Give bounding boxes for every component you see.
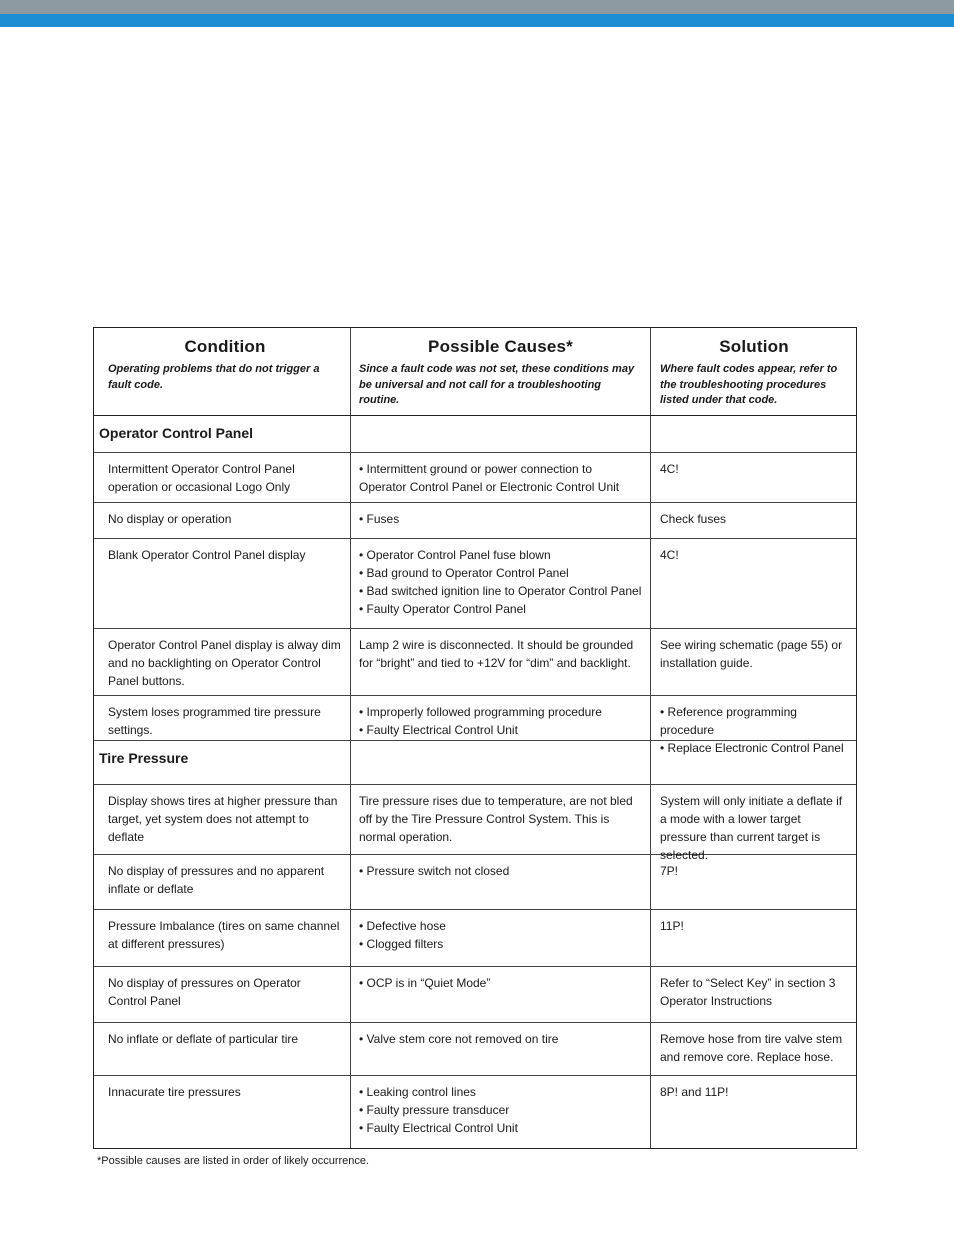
table-row	[94, 502, 856, 538]
cause-item: • Bad ground to Operator Control Panel	[359, 565, 569, 580]
solution-cell	[651, 1023, 856, 1075]
section-title: Tire Pressure	[94, 741, 351, 784]
solution-cell	[651, 539, 856, 628]
cause-item: • OCP is in “Quiet Mode”	[359, 975, 491, 990]
solution-cell	[651, 629, 856, 695]
causes-cell	[351, 910, 651, 966]
solution-item: 4C!	[660, 547, 679, 562]
solution-item: 4C!	[660, 461, 679, 476]
section-empty-cell	[651, 741, 856, 784]
table-row	[94, 909, 856, 966]
solution-item: Check fuses	[660, 511, 727, 526]
solution-cell	[651, 967, 856, 1022]
cause-item: • Valve stem core not removed on tire	[359, 1031, 559, 1046]
section-title: Operator Control Panel	[94, 416, 351, 452]
cause-item: Lamp 2 wire is disconnected. It should be grounded for “bright” and tied to +12V for “dim” and backlight.	[359, 637, 634, 670]
table-row	[94, 854, 856, 909]
causes-cell	[351, 855, 651, 909]
solution-item: Refer to “Select Key” in section 3 Operator Instructions	[660, 975, 836, 1008]
condition-cell: No display or operation	[94, 503, 351, 538]
cause-item: • Bad switched ignition line to Operator Control Panel	[359, 583, 642, 598]
cause-item: • Pressure switch not closed	[359, 863, 510, 878]
section-header-row	[94, 416, 856, 452]
cause-item: • Faulty Electrical Control Unit	[359, 722, 518, 737]
causes-cell	[351, 1076, 651, 1148]
condition-cell: Operator Control Panel display is alway dim and no backlighting on Operator Control Panel buttons.	[94, 629, 351, 695]
causes-cell	[351, 503, 651, 538]
table-row	[94, 1075, 856, 1148]
table-row	[94, 695, 856, 755]
solution-cell	[651, 503, 856, 538]
solution-cell	[651, 855, 856, 909]
condition-cell: No display of pressures on Operator Control Panel	[94, 967, 351, 1022]
causes-cell	[351, 1023, 651, 1075]
cause-item: • Faulty pressure transducer	[359, 1102, 510, 1117]
header-condition	[94, 328, 351, 415]
table-row	[94, 628, 856, 695]
cause-item: • Operator Control Panel fuse blown	[359, 547, 551, 562]
condition-cell: Intermittent Operator Control Panel operation or occasional Logo Only	[94, 453, 351, 502]
header-possible-causes	[351, 328, 651, 415]
cause-item: Tire pressure rises due to temperature, are not bled off by the Tire Pressure Control System. This is normal operation.	[359, 793, 633, 844]
solution-item: • Replace Electronic Control Panel	[660, 740, 844, 755]
cause-item: • Defective hose	[359, 918, 446, 933]
condition-cell: Blank Operator Control Panel display	[94, 539, 351, 628]
top-blue-bar	[0, 14, 954, 27]
table-row	[94, 784, 856, 862]
condition-cell: No display of pressures and no apparent inflate or deflate	[94, 855, 351, 909]
top-gray-bar	[0, 0, 954, 14]
cause-item: • Faulty Electrical Control Unit	[359, 1120, 518, 1135]
solution-cell	[651, 453, 856, 502]
header-subtitle: Since a fault code was not set, these conditions may be universal and not call for a troubleshooting routine.	[359, 363, 635, 406]
solution-item: 7P!	[660, 863, 679, 878]
condition-cell: No inflate or deflate of particular tire	[94, 1023, 351, 1075]
header-title: Condition	[184, 337, 266, 356]
solution-cell	[651, 696, 856, 755]
solution-item: 11P!	[660, 918, 684, 933]
condition-cell: System loses programmed tire pressure settings.	[94, 696, 351, 740]
table-row	[94, 452, 856, 502]
header-subtitle: Where fault codes appear, refer to the troubleshooting procedures listed under that code.	[660, 363, 838, 406]
section-header-row	[94, 740, 856, 784]
causes-cell	[351, 629, 651, 695]
cause-item: • Clogged filters	[359, 936, 444, 951]
header-title: Possible Causes*	[428, 337, 573, 356]
solution-item: See wiring schematic (page 55) or installation guide.	[660, 637, 843, 670]
solution-item: • Reference programming procedure	[660, 704, 797, 737]
cause-item: • Leaking control lines	[359, 1084, 476, 1099]
solution-item: 8P! and 11P!	[660, 1084, 729, 1099]
causes-cell	[351, 539, 651, 628]
causes-cell	[351, 785, 651, 854]
table-row	[94, 538, 856, 628]
solution-item: System will only initiate a deflate if a mode with a lower target pressure than current target is selected.	[660, 793, 843, 862]
header-solution	[651, 328, 856, 415]
cause-item: • Improperly followed programming procedure	[359, 704, 602, 719]
section-empty-cell	[351, 741, 651, 784]
condition-cell: Innacurate tire pressures	[94, 1076, 351, 1148]
section-empty-cell	[351, 416, 651, 452]
section-empty-cell	[651, 416, 856, 452]
footnote: *Possible causes are listed in order of likely occurrence.	[97, 1155, 370, 1167]
solution-item: Remove hose from tire valve stem and remove core. Replace hose.	[660, 1031, 843, 1064]
causes-cell	[351, 453, 651, 502]
table-header-row	[94, 328, 856, 416]
solution-cell	[651, 1076, 856, 1148]
cause-item: • Intermittent ground or power connection to Operator Control Panel or Electronic Control Unit	[359, 461, 620, 494]
header-subtitle: Operating problems that do not trigger a fault code.	[108, 363, 320, 391]
table-row	[94, 1022, 856, 1075]
condition-cell: Display shows tires at higher pressure than target, yet system does not attempt to deflate	[94, 785, 351, 854]
header-title: Solution	[719, 337, 789, 356]
cause-item: • Faulty Operator Control Panel	[359, 601, 526, 616]
causes-cell	[351, 696, 651, 740]
solution-cell	[651, 785, 856, 862]
table-row	[94, 966, 856, 1022]
condition-cell: Pressure Imbalance (tires on same channel at different pressures)	[94, 910, 351, 966]
cause-item: • Fuses	[359, 511, 400, 526]
solution-cell	[651, 910, 856, 966]
troubleshooting-table	[93, 327, 857, 1149]
causes-cell	[351, 967, 651, 1022]
